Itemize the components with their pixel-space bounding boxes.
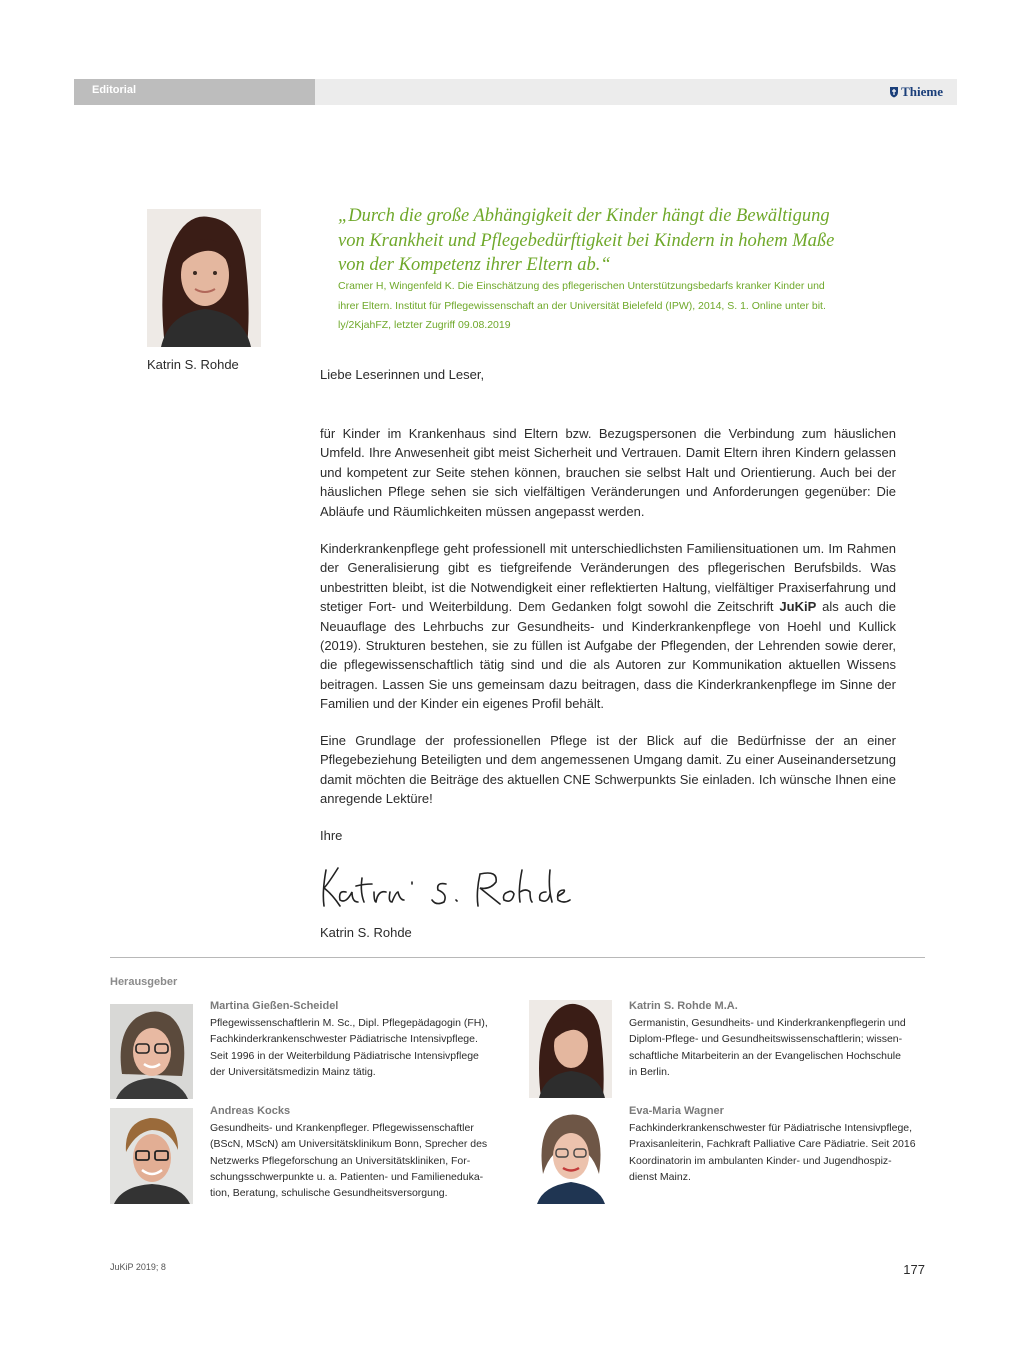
editor-description xyxy=(629,1015,906,1080)
section-label-box xyxy=(74,79,315,105)
editor-photo xyxy=(110,1004,193,1099)
paragraph-3: Eine Grundlage der professionellen Pflege ist der Blick auf die Bedürfnisse der an einer Pflegebeziehung Beteiligten und dem angemessenen Umgang damit. Zu einer Auseinandersetzung damit möchten die Beiträge des aktuellen CNE Schwerpunkts Sie einladen. Ich wünsche Ihnen eine anregende Lektüre! xyxy=(320,733,896,807)
editor-line: Seit 1996 in der Weiterbildung Pädiatrische Intensivpflege xyxy=(210,1049,479,1062)
editor-line: Diplom-Pflege- und Gesundheitswissenschaftlerin; wissen- xyxy=(629,1033,903,1046)
editor-name: Andreas Kocks xyxy=(210,1105,291,1117)
thieme-crest-icon xyxy=(889,86,899,98)
editor-photo xyxy=(529,1000,612,1098)
paragraph-2-part-b: als auch die Neuauflage des Lehrbuchs zur Gesundheits- und Kinderkrankenpflege von Hoehl und Kullick (2019). Strukturen bestehen, sie zu füllen ist Aufgabe der Pflegenden, der Lehrenden sowie derer, die pflegewissenschaftlich tätig sind und die als Autoren zur Kommunikation aktuellen Wissens beitragen. Lassen Sie uns gemeinsam dazu beitragen, dass die Kinderkrankenpflege im Sinne der Familien und der Kinder ein eigenes Profil behält. xyxy=(320,599,896,712)
editor-line: schaftliche Mitarbeiterin an der Evangelischen Hochschule xyxy=(629,1049,901,1062)
closing: Ihre xyxy=(320,828,343,843)
pull-quote xyxy=(338,204,898,278)
salutation: Liebe Leserinnen und Leser, xyxy=(320,367,485,382)
handwritten-signature xyxy=(318,862,573,917)
signature-drawing xyxy=(318,862,573,912)
citation-line: Cramer H, Wingenfeld K. Die Einschätzung des pflegerischen Unterstützungsbedarfs kranker Kinder und xyxy=(338,280,825,292)
editor-line: Fachkinderkrankenschwester Pädiatrische Intensivpflege. xyxy=(210,1033,478,1046)
editor-name: Martina Gießen-Scheidel xyxy=(210,1000,339,1012)
editor-line: Fachkinderkrankenschwester für Pädiatrische Intensivpflege, xyxy=(629,1122,913,1134)
page-number: 177 xyxy=(903,1262,925,1277)
paragraph-2 xyxy=(320,539,896,714)
brand-name: Thieme xyxy=(901,84,943,99)
editor-description xyxy=(210,1120,487,1201)
quote-line: von der Kompetenz ihrer Eltern ab.“ xyxy=(338,255,611,275)
editor-line: (BScN, MScN) am Universitätsklinikum Bonn, Sprecher des xyxy=(210,1138,488,1151)
thieme-logo xyxy=(889,84,943,100)
editor-line: dienst Mainz. xyxy=(629,1170,691,1183)
editor-description xyxy=(629,1120,916,1185)
editor-line: Netzwerks Pflegeforschung an Universitätskliniken, For- xyxy=(210,1154,471,1167)
editor-name: Eva-Maria Wagner xyxy=(629,1105,724,1117)
paragraph-1: für Kinder im Krankenhaus sind Eltern bzw. Bezugspersonen die Verbindung zum häuslichen Umfeld. Ihre Anwesenheit gibt meist Sicherheit und Vertrauen. Damit Eltern ihren Kindern gelassen und kompetent zur Seite stehen können, brauchen sie selbst Halt und Orientierung. Auch bei der häuslichen Pflege sehen sie sich vielfältigen Veränderungen und Anforderungen gegenüber: Die Abläufe und Räumlichkeiten müssen angepasst werden. xyxy=(320,426,896,519)
editor-photo xyxy=(110,1108,193,1204)
editor-photo xyxy=(529,1108,612,1204)
author-caption: Katrin S. Rohde xyxy=(147,357,239,372)
journal-name: JuKiP xyxy=(779,599,817,615)
citation-line: ly/2KjahFZ, letzter Zugriff 09.08.2019 xyxy=(338,319,511,331)
editor-line: Koordinatorin im ambulanten Kinder- und Jugendhospiz- xyxy=(629,1154,892,1167)
editor-line: Gesundheits- und Krankenpfleger. Pflegewissenschaftler xyxy=(210,1122,474,1134)
paragraph-2-part-a: Kinderkrankenpflege geht professionell mit unterschiedlichsten Familiensituationen um. Im Rahmen der Generalisierung gibt es tiefgreifende Veränderungen des pflegerischen Berufsbilds. Was unbestritten bleibt, ist die Notwendigkeit einer reflektierten Haltung, vielfältiger Praxiserfahrung und stetiger Fort- und Weiterbildung. Dem Gedanken folgt sowohl die Zeitschrift xyxy=(320,541,896,615)
header-bar xyxy=(74,79,957,105)
journal-reference: JuKiP 2019; 8 xyxy=(110,1262,166,1272)
editor-line: in Berlin. xyxy=(629,1065,670,1078)
editor-line: Germanistin, Gesundheits- und Kinderkrankenpflegerin und xyxy=(629,1017,906,1029)
quote-line: „Durch die große Abhängigkeit der Kinder hängt die Bewältigung xyxy=(338,206,830,226)
editor-line: tion, Beratung, schulische Gesundheitsversorgung. xyxy=(210,1187,448,1200)
editor-name: Katrin S. Rohde M.A. xyxy=(629,1000,738,1012)
quote-citation xyxy=(338,277,898,336)
signature-name: Katrin S. Rohde xyxy=(320,925,412,940)
editor-line: schungsschwerpunkte u. a. Patienten- und Familieneduka- xyxy=(210,1170,484,1183)
editor-line: Pflegewissenschaftlerin M. Sc., Dipl. Pflegepädagogin (FH), xyxy=(210,1017,488,1029)
section-divider xyxy=(110,957,925,958)
author-photo xyxy=(147,209,261,347)
editors-heading: Herausgeber xyxy=(110,976,178,988)
editor-description xyxy=(210,1015,488,1080)
quote-line: von Krankheit und Pflegebedürftigkeit bei Kindern in hohem Maße xyxy=(338,230,835,251)
editor-line: der Universitätsmedizin Mainz tätig. xyxy=(210,1065,376,1078)
citation-line: ihrer Eltern. Institut für Pflegewissenschaft an der Universität Bielefeld (IPW), 2014, S. 1. Online unter bit. xyxy=(338,299,826,312)
section-label: Editorial xyxy=(92,84,137,96)
editor-line: Praxisanleiterin, Fachkraft Palliative Care Pädiatrie. Seit 2016 xyxy=(629,1138,916,1151)
